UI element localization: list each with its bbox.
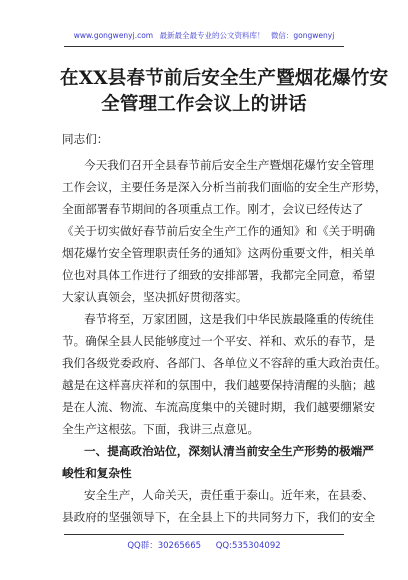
section-heading-1 (62, 440, 374, 484)
footer-divider (64, 534, 344, 535)
paragraph-line: 烟花爆竹安全管理职责任务的通知》这两份重要文件，相关单 (62, 246, 376, 260)
paragraph-line: 安全生产，人命关天，责任重于泰山。近年来，在县委、 (84, 488, 374, 502)
greeting: 同志们： (62, 132, 109, 146)
header-wechat: 微信：gongwenyj (270, 31, 335, 40)
page-header (0, 30, 408, 41)
paragraph-3 (62, 484, 376, 528)
paragraph-line: 大家认真领会，坚决抓好贯彻落实。 (62, 290, 248, 304)
paragraph-line: 位也对具体工作进行了细致的安排部署，我都完全同意，希望 (62, 268, 376, 282)
paragraph-line: 工作会议，主要任务是深入分析当前我们面临的安全生产形势， (62, 180, 387, 194)
paragraph-2 (62, 308, 387, 440)
paragraph-line: 全面部署春节期间的各项重点工作。刚才，会议已经传达了 (62, 202, 364, 216)
document-title (60, 66, 389, 118)
paragraph-line: 今天我们召开全县春节前后安全生产暨烟花爆竹安全管理 (84, 158, 374, 172)
header-site-link[interactable]: www.gongwenyj.com (73, 31, 154, 40)
title-line-2: 全管理工作会议上的讲话 (101, 94, 307, 115)
paragraph-line: 是在人流、物流、车流高度集中的关键时期，我们越要绷紧安 (62, 400, 376, 414)
title-line-1: 在XX县春节前后安全生产暨烟花爆竹安 (60, 68, 389, 89)
paragraph-line: 越是在这样喜庆祥和的氛围中，我们越要保持清醒的头脑；越 (62, 378, 376, 392)
paragraph-1 (62, 154, 387, 308)
header-divider (64, 46, 344, 47)
paragraph-line: 县政府的坚强领导下，在全县上下的共同努力下，我们的安全 (62, 510, 376, 524)
section-heading-line: 峻性和复杂性 (62, 466, 132, 480)
footer-qq-group: QQ群：30265665 (127, 541, 202, 551)
paragraph-line: 春节将至，万家团圆，这是我们中华民族最隆重的传统佳 (84, 312, 374, 326)
paragraph-line: 全生产这根弦。下面，我讲三点意见。 (62, 422, 260, 436)
header-tagline: 最新最全最专业的公文资料库！ (159, 31, 265, 40)
section-heading-line: 一、提高政治站位，深刻认清当前安全生产形势的极端严 (84, 444, 374, 458)
paragraph-line: 节。确保全县人民能够度过一个平安、祥和、欢乐的春节，是 (62, 334, 376, 348)
paragraph-line: 《关于切实做好春节前后安全生产工作的通知》和《关于明确 (62, 224, 376, 238)
paragraph-line: 我们各级党委政府、各部门、各单位义不容辞的重大政治责任。 (62, 356, 387, 370)
document-body (62, 128, 387, 528)
page-footer (0, 539, 408, 551)
footer-qq: QQ:535304092 (215, 541, 281, 551)
